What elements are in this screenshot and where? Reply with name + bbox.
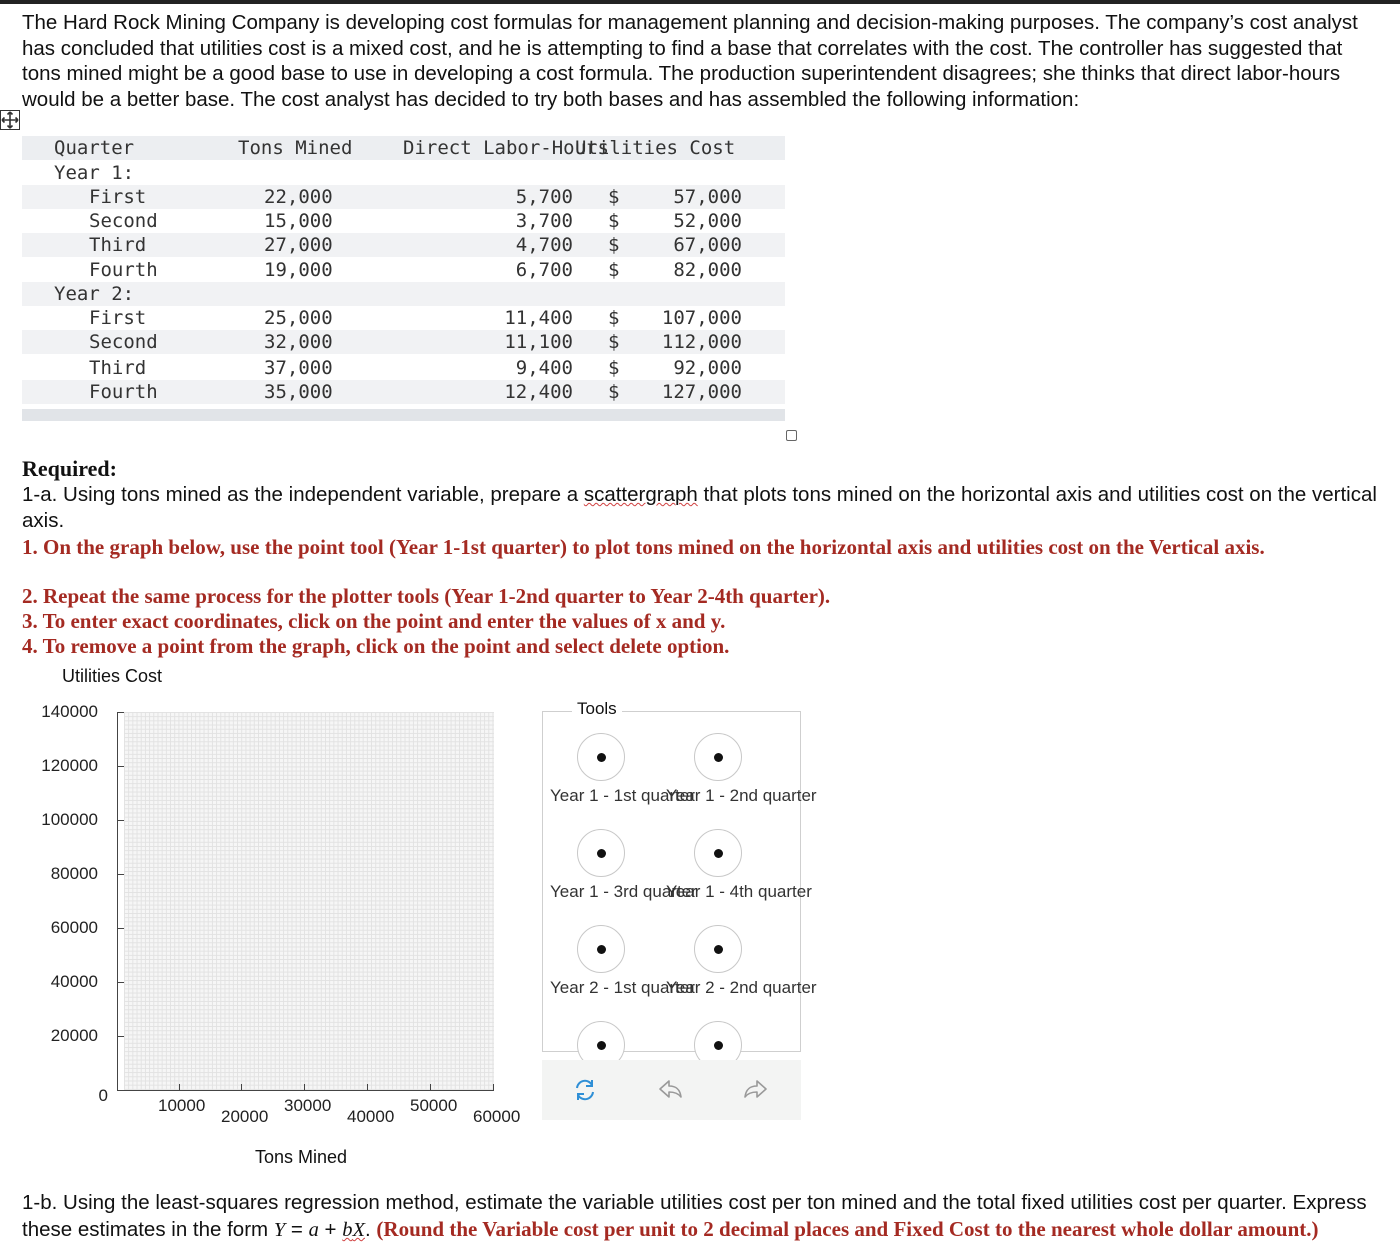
x-tick-mark bbox=[241, 1084, 242, 1090]
hours-cell: 5,700 bbox=[515, 186, 573, 208]
y-tick-label: 80000 bbox=[50, 864, 98, 883]
currency-cell: $ bbox=[608, 186, 620, 208]
table-row bbox=[22, 306, 785, 330]
header-tons-mined: Tons Mined bbox=[238, 137, 353, 159]
y-axis-label: Utilities Cost bbox=[62, 666, 163, 686]
undo-icon[interactable] bbox=[656, 1076, 684, 1109]
y-tick-mark bbox=[117, 928, 124, 929]
x-tick-label: 10000 bbox=[158, 1096, 206, 1115]
y-tick-mark bbox=[117, 1036, 124, 1037]
year1-label-row bbox=[22, 161, 785, 185]
tons-cell: 32,000 bbox=[264, 331, 333, 353]
cost-cell: 82,000 bbox=[673, 259, 742, 281]
table-row bbox=[22, 258, 785, 282]
point-tool-y1-q1[interactable] bbox=[577, 733, 625, 781]
y-tick-label: 100000 bbox=[41, 810, 98, 829]
x-tick-mark bbox=[493, 1084, 494, 1090]
quarter-cell: Fourth bbox=[89, 259, 158, 281]
point-tool-y1-q2[interactable] bbox=[694, 733, 742, 781]
tool-label: Year 1 - 2nd quarter bbox=[666, 786, 817, 805]
table-row bbox=[22, 209, 785, 233]
y-tick-mark bbox=[117, 874, 124, 875]
point-tool-y1-q3[interactable] bbox=[577, 829, 625, 877]
year1-label: Year 1: bbox=[54, 162, 135, 184]
table-footer bbox=[22, 409, 785, 421]
x-tick-label: 60000 bbox=[473, 1107, 521, 1126]
currency-cell: $ bbox=[608, 210, 620, 232]
y-tick-label: 40000 bbox=[50, 972, 98, 991]
table-row bbox=[22, 356, 785, 380]
move-icon[interactable] bbox=[0, 110, 20, 130]
tool-label: Year 1 - 3rd quarter bbox=[550, 882, 697, 901]
tool-label: Year 1 - 1st quarter bbox=[550, 786, 695, 805]
tool-label: Year 2 - 2nd quarter bbox=[666, 978, 817, 997]
problem-intro: The Hard Rock Mining Company is developing cost formulas for management planning and decision-making purposes. The company’s cost analyst has concluded that utilities cost is a mixed cost, and he is attempting to find a base that correlates with the cost. The controller has suggested that tons mined might be a good base to use in developing a cost formula. The production superintendent disagrees; she thinks that direct labor-hours would be a better base. The cost analyst has decided to try both bases and has assembled the following information: bbox=[22, 11, 1358, 111]
instruction-1: 1. On the graph below, use the point tool (Year 1-1st quarter) to plot tons mined on the horizontal axis and utilities cost on the Vertical axis. bbox=[22, 535, 1265, 559]
hours-cell: 6,700 bbox=[515, 259, 573, 281]
hours-cell: 11,400 bbox=[504, 307, 573, 329]
y-tick-mark bbox=[117, 712, 124, 713]
cost-cell: 57,000 bbox=[673, 186, 742, 208]
currency-cell: $ bbox=[608, 307, 620, 329]
header-utilities-cost: Utilities Cost bbox=[575, 137, 736, 159]
formula-equals: = bbox=[285, 1218, 309, 1241]
point-tool-y2-q1[interactable] bbox=[577, 925, 625, 973]
currency-cell: $ bbox=[608, 331, 620, 353]
hours-cell: 4,700 bbox=[515, 234, 573, 256]
q1b-text: 1-b. Using the least-squares regression method, estimate the variable utilities cost per ton mined and the total fixed utilities cost per quarter. Express these estimates in the form bbox=[22, 1191, 1367, 1241]
y-tick-mark bbox=[117, 766, 124, 767]
instruction-2: 2. Repeat the same process for the plotter tools (Year 1-2nd quarter to Year 2-4th quarter). bbox=[22, 584, 831, 608]
question-1b bbox=[22, 1190, 1382, 1243]
quarter-cell: First bbox=[89, 307, 147, 329]
y-tick-mark bbox=[117, 982, 124, 983]
table-row bbox=[22, 380, 785, 404]
currency-cell: $ bbox=[608, 357, 620, 379]
year2-label: Year 2: bbox=[54, 283, 135, 305]
x-tick-mark bbox=[367, 1084, 368, 1090]
q1a-after: that plots tons mined on the horizontal axis and utilities cost on the vertical axis. bbox=[22, 483, 1377, 532]
instruction-4: 4. To remove a point from the graph, click on the point and select delete option. bbox=[22, 634, 730, 658]
tons-cell: 19,000 bbox=[264, 259, 333, 281]
x-tick-mark bbox=[304, 1084, 305, 1090]
point-tool-y2-q2[interactable] bbox=[694, 925, 742, 973]
x-tick-label: 50000 bbox=[410, 1096, 458, 1115]
hours-cell: 12,400 bbox=[504, 381, 573, 403]
tons-cell: 22,000 bbox=[264, 186, 333, 208]
cost-cell: 52,000 bbox=[673, 210, 742, 232]
tons-cell: 25,000 bbox=[264, 307, 333, 329]
y-tick-label: 120000 bbox=[41, 756, 98, 775]
formula-a: a bbox=[308, 1219, 319, 1241]
header-quarter: Quarter bbox=[54, 137, 135, 159]
header-labor-hours: Direct Labor-Hours bbox=[403, 137, 609, 159]
table-row bbox=[22, 233, 785, 257]
x-axis-label: Tons Mined bbox=[255, 1147, 348, 1167]
formula-plus: + bbox=[318, 1218, 343, 1241]
x-tick-mark bbox=[179, 1084, 180, 1090]
x-tick-label: 20000 bbox=[221, 1107, 269, 1126]
tools-title: Tools bbox=[572, 699, 622, 719]
table-header bbox=[22, 136, 785, 160]
redo-icon[interactable] bbox=[742, 1076, 770, 1109]
reset-icon[interactable] bbox=[571, 1076, 599, 1109]
tons-cell: 27,000 bbox=[264, 234, 333, 256]
hours-cell: 11,100 bbox=[504, 331, 573, 353]
quarter-cell: Third bbox=[89, 234, 147, 256]
x-tick-label: 30000 bbox=[284, 1096, 332, 1115]
top-border bbox=[0, 0, 1400, 4]
scattergraph-plot-area[interactable] bbox=[124, 712, 494, 1090]
expand-checkbox[interactable] bbox=[786, 430, 797, 441]
quarter-cell: Fourth bbox=[89, 381, 158, 403]
y-tick-mark bbox=[117, 820, 124, 821]
cost-cell: 127,000 bbox=[661, 381, 742, 403]
hours-cell: 9,400 bbox=[515, 357, 573, 379]
quarter-cell: First bbox=[89, 186, 147, 208]
tons-cell: 15,000 bbox=[264, 210, 333, 232]
q1a-scattergraph-word: scattergraph bbox=[583, 483, 698, 506]
formula-b: b bbox=[342, 1219, 353, 1241]
cost-cell: 107,000 bbox=[661, 307, 742, 329]
quarter-cell: Second bbox=[89, 331, 158, 353]
cost-cell: 67,000 bbox=[673, 234, 742, 256]
q1a-before: 1-a. Using tons mined as the independent variable, prepare a bbox=[22, 483, 584, 506]
formula-end: . bbox=[365, 1218, 377, 1241]
formula-x: X bbox=[352, 1219, 365, 1241]
tons-cell: 37,000 bbox=[264, 357, 333, 379]
instruction-3: 3. To enter exact coordinates, click on the point and enter the values of x and y. bbox=[22, 609, 726, 633]
currency-cell: $ bbox=[608, 259, 620, 281]
x-tick-mark bbox=[430, 1084, 431, 1090]
cost-cell: 92,000 bbox=[673, 357, 742, 379]
y-tick-label: 20000 bbox=[50, 1026, 98, 1045]
y-tick-label: 140000 bbox=[41, 702, 98, 721]
tools-panel bbox=[542, 711, 817, 1052]
required-heading: Required: bbox=[22, 456, 117, 481]
question-1a bbox=[22, 482, 1382, 533]
tons-cell: 35,000 bbox=[264, 381, 333, 403]
hours-cell: 3,700 bbox=[515, 210, 573, 232]
point-tool-y1-q4[interactable] bbox=[694, 829, 742, 877]
formula-y: Y bbox=[273, 1219, 286, 1241]
y-axis-line bbox=[117, 712, 118, 1090]
y-tick-label: 0 bbox=[98, 1086, 108, 1105]
quarter-cell: Third bbox=[89, 357, 147, 379]
rounding-instruction: (Round the Variable cost per unit to 2 decimal places and Fixed Cost to the nearest whole dollar amount.) bbox=[376, 1217, 1319, 1241]
tool-label: Year 1 - 4th quarter bbox=[666, 882, 812, 901]
tool-label: Year 2 - 1st quarter bbox=[550, 978, 695, 997]
cost-cell: 112,000 bbox=[661, 331, 742, 353]
table-row bbox=[22, 185, 785, 209]
currency-cell: $ bbox=[608, 234, 620, 256]
table-row bbox=[22, 330, 785, 354]
currency-cell: $ bbox=[608, 381, 620, 403]
year2-label-row bbox=[22, 282, 785, 306]
x-axis-line bbox=[117, 1090, 494, 1091]
x-tick-label: 40000 bbox=[347, 1107, 395, 1126]
quarter-cell: Second bbox=[89, 210, 158, 232]
y-tick-label: 60000 bbox=[50, 918, 98, 937]
